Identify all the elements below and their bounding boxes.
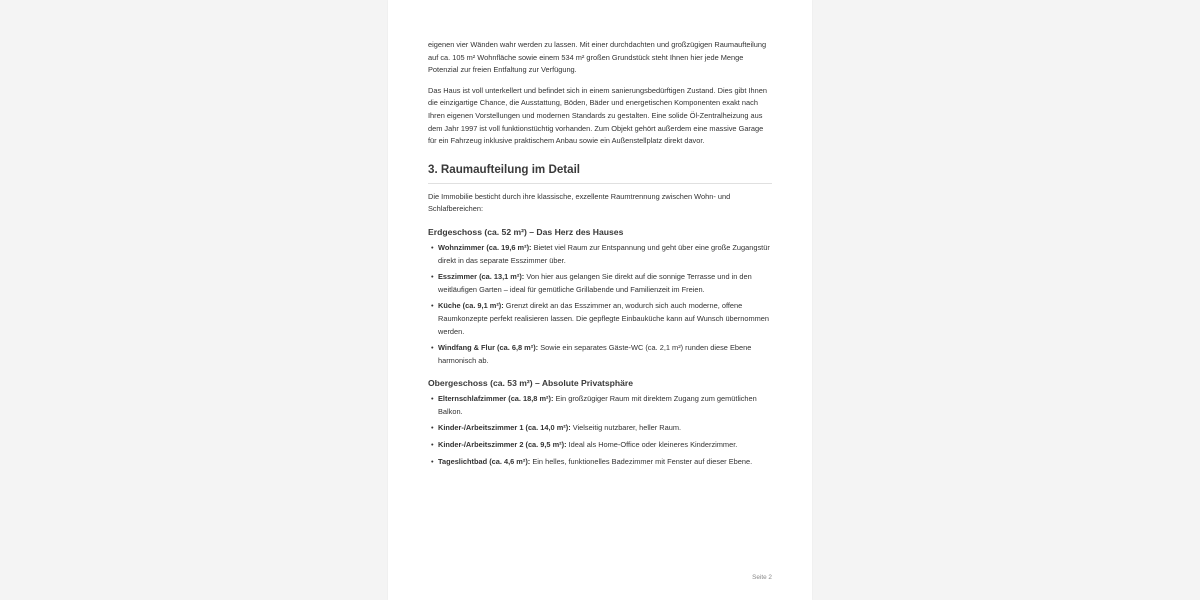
list-item [438, 271, 772, 296]
room-description: Ideal als Home-Office oder kleineres Kinderzimmer. [568, 440, 738, 450]
list-item [438, 393, 772, 418]
list-item [438, 422, 772, 435]
condition-paragraph: Das Haus ist voll unterkellert und befindet sich in einem sanierungsbedürftigen Zustand. Dies gibt Ihnen die einzigartige Chance, die Ausstattung, Böden, Bäder und energetischen Komponenten exakt nach Ihren eigenen Vorstellungen und modernen Standards zu gestalten. Eine solide Öl-Zentralheizung aus dem Jahr 1997 ist voll funktionstüchtig vorhanden. Zum Objekt gehört außerdem eine massive Garage für ein Fahrzeug inklusive praktischem Anbau sowie ein Außenstellplatz direkt davor. [428, 85, 767, 146]
room-term: Tageslichtbad (ca. 4,6 m²): [438, 456, 531, 466]
list-item [438, 456, 772, 469]
room-description: Ein helles, funktionelles Badezimmer mit Fenster auf dieser Ebene. [532, 456, 753, 466]
ground-floor-room-list [428, 242, 772, 367]
page-content [428, 39, 772, 472]
room-term: Kinder-/Arbeitszimmer 1 (ca. 14,0 m²): [438, 423, 571, 433]
room-description: Sowie ein separates Gäste-WC (ca. 2,1 m²) runden diese Ebene harmonisch ab. [438, 343, 752, 365]
room-description: Bietet viel Raum zur Entspannung und geht über eine große Zugangstür direkt in das separate Esszimmer über. [438, 242, 770, 265]
room-description: Von hier aus gelangen Sie direkt auf die sonnige Terrasse und in den weitläufigen Garten – ideal für gemütliche Grillabende und Familienzeit im Freien. [438, 272, 752, 294]
room-description: Vielseitig nutzbarer, heller Raum. [572, 423, 682, 433]
upper-floor-heading: Obergeschoss (ca. 53 m²) – Absolute Privatsphäre [428, 378, 634, 389]
room-term: Kinder-/Arbeitszimmer 2 (ca. 9,5 m²): [438, 440, 567, 450]
list-item [438, 300, 772, 338]
list-item [438, 342, 772, 367]
room-description: Grenzt direkt an das Esszimmer an, wodurch sich auch moderne, offene Raumkonzepte perfekt realisieren lassen. Die gepflegte Einbauküche kann auf Wunsch übernommen werden. [438, 301, 769, 336]
room-term: Wohnzimmer (ca. 19,6 m²): [438, 242, 532, 252]
list-item [438, 439, 772, 452]
section-heading: 3. Raumaufteilung im Detail [428, 163, 772, 184]
intro-paragraph: eigenen vier Wänden wahr werden zu lassen. Mit einer durchdachten und großzügigen Raumaufteilung auf ca. 105 m² Wohnfläche sowie einem 534 m² großen Grundstück steht Ihnen hier jede Menge Potenzial zur freien Entfaltung zur Verfügung. [428, 40, 767, 75]
room-description: Ein großzügiger Raum mit direktem Zugang zum gemütlichen Balkon. [438, 394, 757, 416]
document-page [388, 0, 812, 600]
room-term: Elternschlafzimmer (ca. 18,8 m²): [438, 394, 554, 404]
ground-floor-heading: Erdgeschoss (ca. 52 m²) – Das Herz des Hauses [428, 226, 624, 237]
upper-floor-room-list [428, 393, 772, 468]
room-term: Küche (ca. 9,1 m²): [438, 301, 504, 311]
list-item [438, 242, 772, 267]
room-term: Esszimmer (ca. 13,1 m²): [438, 272, 525, 282]
room-term: Windfang & Flur (ca. 6,8 m²): [438, 343, 539, 353]
page-number: Seite 2 [752, 574, 772, 581]
section-lead-paragraph: Die Immobilie besticht durch ihre klassische, exzellente Raumtrennung zwischen Wohn- und Schlafbereichen: [428, 191, 731, 214]
